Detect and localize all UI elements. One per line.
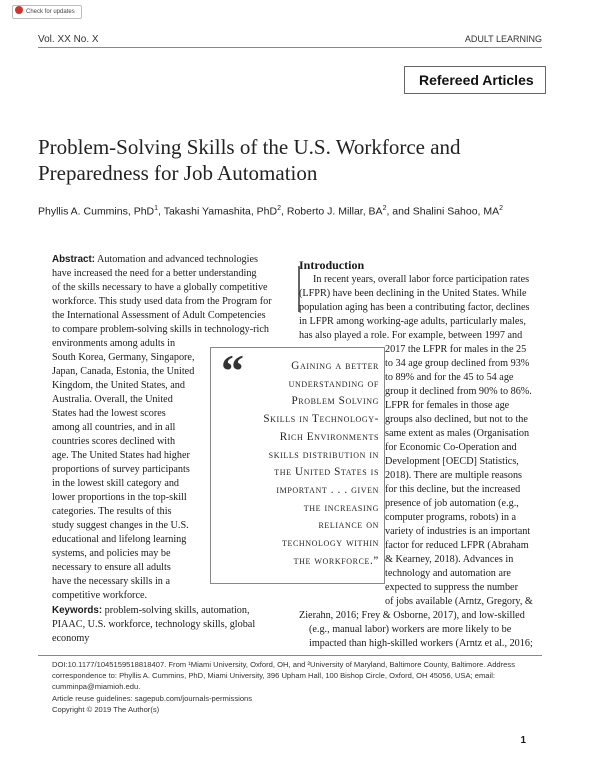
pull-quote-line: reliance on (318, 519, 379, 532)
pull-quote-line: the United States is (274, 466, 379, 479)
header-divider (38, 47, 542, 48)
volume-label: Vol. XX No. X (38, 34, 99, 45)
abstract-line: Kingdom, the United States, and (52, 380, 185, 391)
intro-line: Development [OECD] Statistics, (385, 456, 519, 467)
keywords-line: Keywords: problem-solving skills, automation, (52, 605, 250, 616)
pull-quote-line: Gaining a better (291, 360, 379, 372)
footnote-line: DOI:10.1177/1045159518818407. From ¹Miami University, Oxford, OH, and ²University of Maryland, Baltimore County, Baltimore. Address (52, 660, 515, 669)
author-affiliation: 2 (382, 205, 387, 212)
intro-line: same extent as males (Organisation (385, 428, 530, 439)
abstract-line: to compare problem-solving skills in technology-rich (52, 324, 270, 335)
intro-line: (e.g., manual labor) workers are more likely to be (309, 624, 512, 635)
intro-line: In recent years, overall labor force participation rates (313, 274, 530, 285)
intro-line: technology and automation are (385, 568, 511, 579)
pull-quote-text (223, 358, 379, 570)
abstract-line: educational and lifelong learning (52, 534, 187, 545)
abstract-line: study suggest changes in the U.S. (52, 520, 189, 531)
section-heading-introduction: Introduction (299, 258, 365, 272)
intro-line: & Kearney, 2018). Advances in (385, 554, 514, 565)
intro-line: of jobs available (Arntz, Gregory, & (385, 596, 533, 607)
pull-quote-line: technology within (282, 537, 379, 550)
check-for-updates-badge[interactable] (12, 5, 82, 19)
keywords-line: PIAAC, U.S. workforce, technology skills, global (52, 619, 256, 630)
footnote (52, 659, 552, 715)
intro-line: to 34 age group declined from 93% (385, 358, 530, 369)
pull-quote-line: skills distribution in (268, 448, 379, 461)
intro-line: to 89% and for the 45 to 54 age (385, 372, 514, 383)
abstract-line: Japan, Canada, Estonia, the United (52, 366, 195, 377)
abstract-line: workforce. This study used data from the Program for (52, 296, 272, 307)
intro-line: for this decline, but the increased (385, 484, 521, 495)
author-name: Takashi Yamashita, PhD (163, 205, 278, 218)
pull-quote (210, 347, 385, 584)
abstract-line: have the necessary skills in a (52, 576, 170, 587)
intro-line: group it declined from 90% to 86%. (385, 386, 532, 397)
intro-line: 2018). There are multiple reasons (385, 470, 523, 481)
intro-line: Zierahn, 2016; Frey & Osborne, 2017), and low-skilled (299, 610, 525, 621)
intro-line: computer programs, robots) in a (385, 512, 516, 523)
author-name: Roberto J. Millar, BA (286, 205, 383, 218)
title-line-1: Problem-Solving Skills of the U.S. Workforce and (38, 135, 461, 159)
author-separator: , (281, 205, 287, 218)
author-name: Shalini Sahoo, MA (412, 205, 500, 218)
update-icon (15, 6, 23, 14)
pull-quote-line: the increasing (303, 501, 379, 514)
intro-line: impacted than high-skilled workers (Arntz et al., 2016; (309, 638, 533, 649)
footnote-line: Copyright © 2019 The Author(s) (52, 704, 160, 714)
footnote-divider (38, 655, 542, 656)
pull-quote-line: important . . . given (276, 483, 379, 496)
keywords (52, 604, 288, 646)
intro-line: population aging has been a contributing factor, declines (299, 302, 530, 313)
abstract-line: competitive workforce. (52, 590, 148, 601)
abstract-line: systems, and policies may be (52, 548, 171, 559)
pull-quote-line: Problem Solving (291, 395, 379, 408)
author-list (38, 205, 568, 218)
author-name: Phyllis A. Cummins, PhD (38, 205, 155, 218)
intro-line: groups also declined, but not to the (385, 414, 528, 425)
abstract-line: categories. The results of this (52, 506, 172, 517)
section-label-box (404, 66, 546, 94)
page-number: 1 (520, 735, 526, 746)
abstract-line: of the skills necessary to have a globally competitive (52, 282, 268, 293)
keywords-line: economy (52, 633, 90, 644)
abstract-line: countries scores declined with (52, 436, 176, 447)
intro-line: variety of industries is an important (385, 526, 531, 537)
author-separator: , and (386, 205, 413, 218)
abstract-line: Abstract: Automation and advanced technologies (52, 254, 258, 265)
pull-quote-line: Rich Environments (279, 430, 379, 443)
intro-line: presence of job automation (e.g., (385, 498, 519, 509)
title-line-2: Preparedness for Job Automation (38, 161, 318, 185)
author-affiliation: 2 (277, 205, 282, 212)
pull-quote-line: Skills in Technology- (263, 413, 379, 426)
author-affiliation: 2 (499, 205, 504, 212)
abstract-line: among all countries, and in all (52, 422, 176, 433)
abstract-line: lower proportions in the top-skill (52, 492, 187, 503)
intro-line: expected to suppress the number (385, 582, 518, 593)
intro-line: LFPR for females in those age (385, 400, 510, 411)
abstract-line: South Korea, Germany, Singapore, (52, 352, 195, 363)
intro-line: in LFPR among working-age adults, particularly males, (299, 316, 526, 327)
article-title (38, 134, 508, 186)
footnote-line: Article reuse guidelines: sagepub.com/journals-permissions (52, 693, 253, 703)
intro-line: factor for reduced LFPR (Abraham (385, 540, 529, 551)
pull-quote-line: understanding of (288, 377, 379, 390)
badge-label: Check for updates (26, 9, 75, 15)
abstract-line: States had the lowest scores (52, 408, 166, 419)
quote-mark-icon: “ (221, 345, 244, 396)
intro-line: 2017 the LFPR for males in the 25 (385, 344, 527, 355)
footnote-email[interactable]: cumminpa@miamioh.edu. (52, 682, 141, 692)
intro-line: for Economic Co-Operation and (385, 442, 517, 453)
intro-line: has also played a role. For example, between 1997 and (299, 330, 523, 341)
abstract-line: proportions of survey participants (52, 464, 190, 475)
journal-name: ADULT LEARNING (464, 34, 542, 44)
abstract-line: in the lowest skill category and (52, 478, 180, 489)
abstract-line: the International Assessment of Adult Competencies (52, 310, 266, 321)
abstract-line: age. The United States had higher (52, 450, 190, 461)
abstract-line: have increased the need for a better understanding (52, 268, 257, 279)
abstract-line: environments among adults in (52, 338, 176, 349)
footnote-line: correspondence to: Phyllis A. Cummins, PhD, Miami University, 396 Upham Hall, 100 Bishop Circle, Oxford, OH 45056, USA; email: (52, 671, 496, 681)
abstract-line: necessary to ensure all adults (52, 562, 171, 573)
author-affiliation: 1 (154, 205, 159, 212)
intro-line: (LFPR) have been declining in the United States. While (299, 288, 527, 299)
author-separator: , (158, 205, 164, 218)
abstract-line: Australia. Overall, the United (52, 394, 173, 405)
pull-quote-line: the workforce.” (293, 554, 379, 567)
keywords-label: Keywords: (52, 605, 103, 616)
section-label: Refereed Articles (419, 72, 534, 88)
abstract-label: Abstract: (52, 254, 96, 265)
